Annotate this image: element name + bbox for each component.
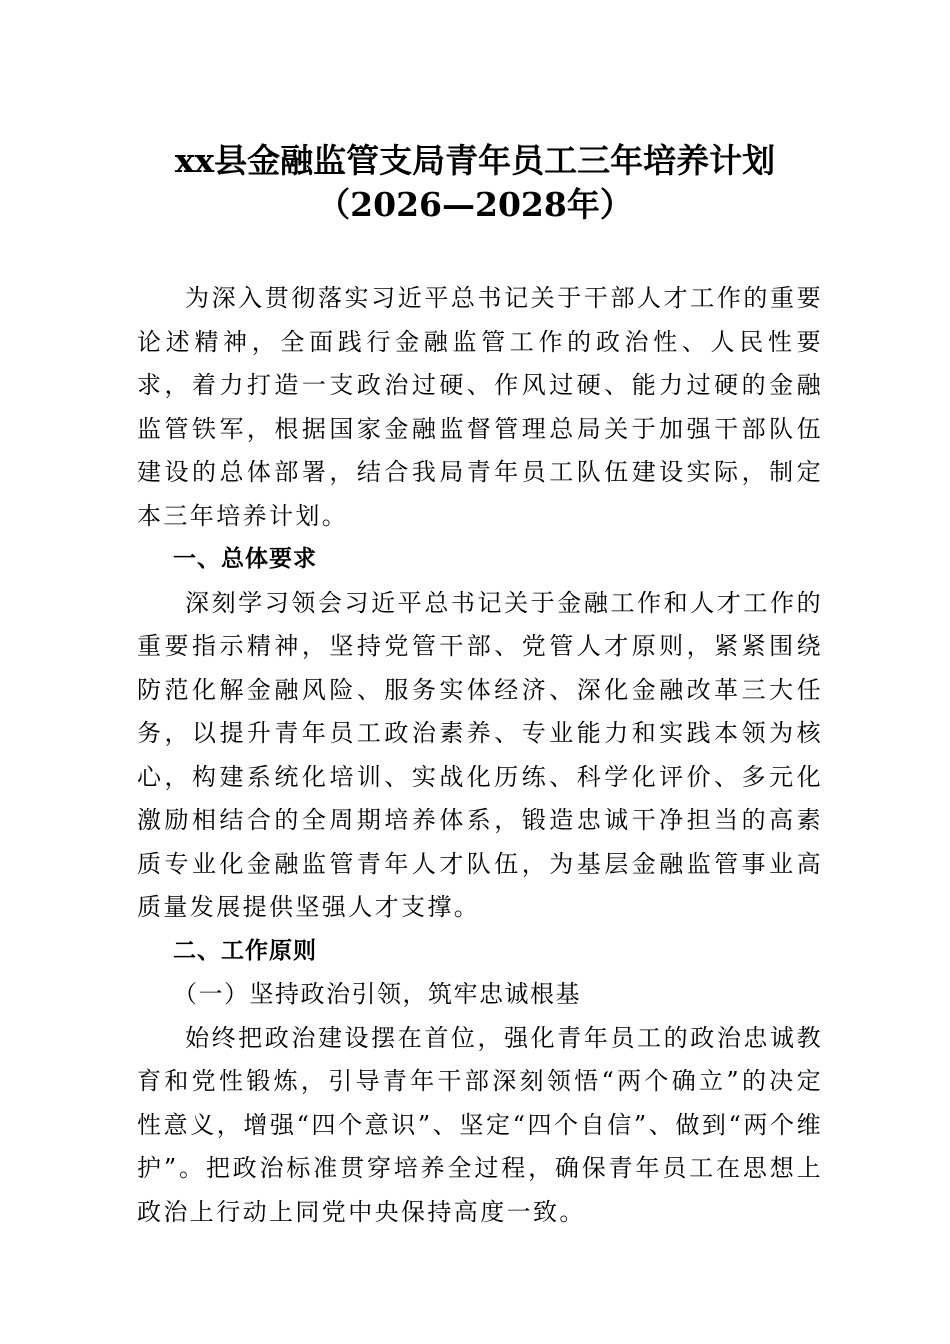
document-body xyxy=(137,277,823,1234)
general-requirements-paragraph: 深刻学习领会习近平总书记关于金融工作和人才工作的重要指示精神，坚持党管干部、党管人才原则，紧紧围绕防范化解金融风险、服务实体经济、深化金融改革三大任务，以提升青年员工政治素养、专业能力和实践本领为核心，构建系统化培训、实战化历练、科学化评价、多元化激励相结合的全周期培养体系，锻造忠诚干净担当的高素质专业化金融监管青年人才队伍，为基层金融监管事业高质量发展提供坚强人才支撑。 xyxy=(137,588,823,921)
political-guidance-paragraph: 始终把政治建设摆在首位，强化青年员工的政治忠诚教育和党性锻炼，引导青年干部深刻领悟“两个确立”的决定性意义，增强“四个意识”、坚定“四个自信”、做到“两个维护”。把政治标准贯穿培养全过程，确保青年员工在思想上政治上行动上同党中央保持高度一致。 xyxy=(137,1023,823,1226)
intro-paragraph: 为深入贯彻落实习近平总书记关于干部人才工作的重要论述精神，全面践行金融监管工作的政治性、人民性要求，着力打造一支政治过硬、作风过硬、能力过硬的金融监管铁军，根据国家金融监督管理总局关于加强干部队伍建设的总体部署，结合我局青年员工队伍建设实际，制定本三年培养计划。 xyxy=(137,284,823,530)
section-heading-work-principles: 二、工作原则 xyxy=(173,937,317,964)
subsection-heading-political-guidance: （一）坚持政治引领，筑牢忠诚根基 xyxy=(173,980,581,1008)
document-subtitle-years: （2026—2028年） xyxy=(317,185,633,224)
document-title: xx县金融监管支局青年员工三年培养计划 xyxy=(174,141,776,180)
section-heading-general-requirements: 一、总体要求 xyxy=(173,546,317,572)
